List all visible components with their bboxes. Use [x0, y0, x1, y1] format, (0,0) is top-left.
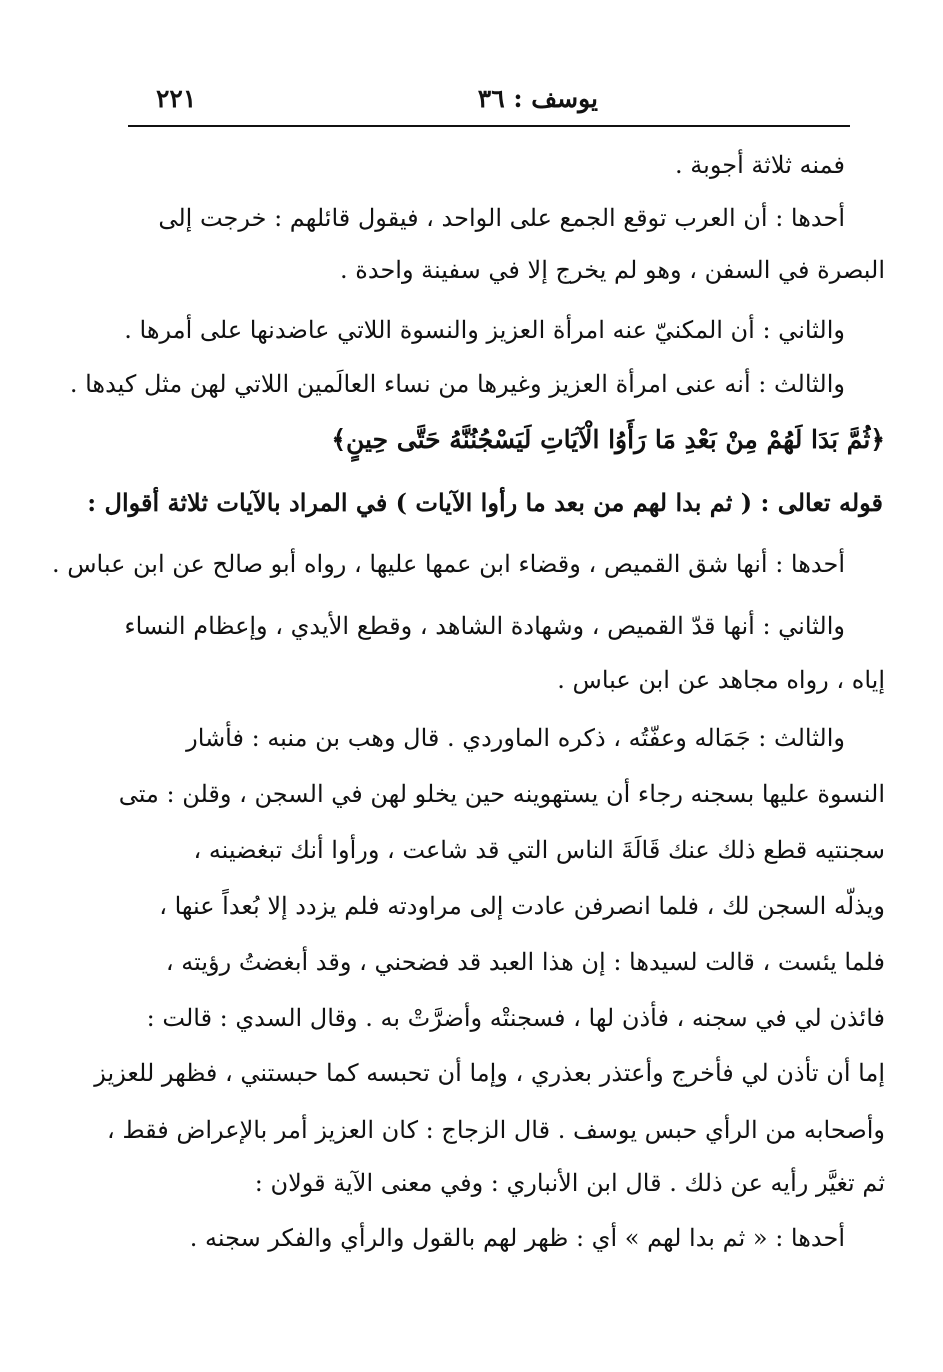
body-line: البصرة في السفن ، وهو لم يخرج إلا في سفينة واحدة .	[340, 256, 885, 284]
body-line: قوله تعالى : ( ثم بدا لهم من بعد ما رأوا الآيات ) في المراد بالآيات ثلاثة أقوال :	[87, 488, 883, 517]
body-line: فائذن لي في سجنه ، فأذن لها ، فسجنتْه وأضرَّتْ به . وقال السدي : قالت :	[146, 1004, 885, 1032]
body-line: أحدها : أن العرب توقع الجمع على الواحد ، فيقول قائلهم : خرجت إلى	[158, 204, 845, 232]
body-line: فمنه ثلاثة أجوبة .	[675, 151, 845, 179]
body-line: النسوة عليها بسجنه رجاء أن يستهوينه حين يخلو لهن في السجن ، وقلن : متى	[118, 780, 885, 808]
running-title: يوسف : ٣٦	[477, 84, 598, 113]
body-line: إياه ، رواه مجاهد عن ابن عباس .	[557, 666, 885, 694]
body-line: وأصحابه من الرأي حبس يوسف . قال الزجاج : كان العزيز أمر بالإعراض فقط ،	[106, 1116, 885, 1144]
body-line: ثم تغيَّر رأيه عن ذلك . قال ابن الأنباري : وفي معنى الآية قولان :	[254, 1169, 885, 1197]
body-line: والثالث : جَمَاله وعفّتُه ، ذكره الماوردي . قال وهب بن منبه : فأشار	[186, 724, 845, 752]
page-header	[128, 82, 848, 116]
body-line: إما أن تأذن لي فأخرج وأعتذر بعذري ، وإما أن تحبسه كما حبستني ، فظهر للعزيز	[94, 1059, 885, 1087]
quran-verse: ﴿ثُمَّ بَدَا لَهُمْ مِنْ بَعْدِ مَا رَأَوُا الْآيَاتِ لَيَسْجُنُنَّهُ حَتَّى حِينٍ﴾	[331, 425, 885, 454]
body-line: أحدها : « ثم بدا لهم » أي : ظهر لهم بالقول والرأي والفكر سجنه .	[189, 1224, 845, 1252]
page-number: ٢٢١	[156, 84, 197, 113]
body-line: والثاني : أنها قدّ القميص ، وشهادة الشاهد ، وقطع الأيدي ، وإعظام النساء	[124, 612, 845, 640]
body-line: سجنتيه قطع ذلك عنك قَالَةَ الناس التي قد شاعت ، ورأوا أنك تبغضينه ،	[193, 836, 885, 864]
header-rule	[128, 125, 850, 127]
body-line: والثالث : أنه عنى امرأة العزيز وغيرها من نساء العالَمين اللاتي لهن مثل كيدها .	[69, 370, 845, 398]
body-line: ويذلّه السجن لك ، فلما انصرفن عادت إلى مراودته فلم يزدد إلا بُعداً عنها ،	[159, 892, 885, 920]
body-line: والثاني : أن المكنيّ عنه امرأة العزيز والنسوة اللاتي عاضدنها على أمرها .	[124, 316, 845, 344]
body-line: فلما يئست ، قالت لسيدها : إن هذا العبد قد فضحني ، وقد أبغضتُ رؤيته ،	[165, 948, 885, 976]
body-line: أحدها : أنها شق القميص ، وقضاء ابن عمها عليها ، رواه أبو صالح عن ابن عباس .	[51, 550, 845, 578]
